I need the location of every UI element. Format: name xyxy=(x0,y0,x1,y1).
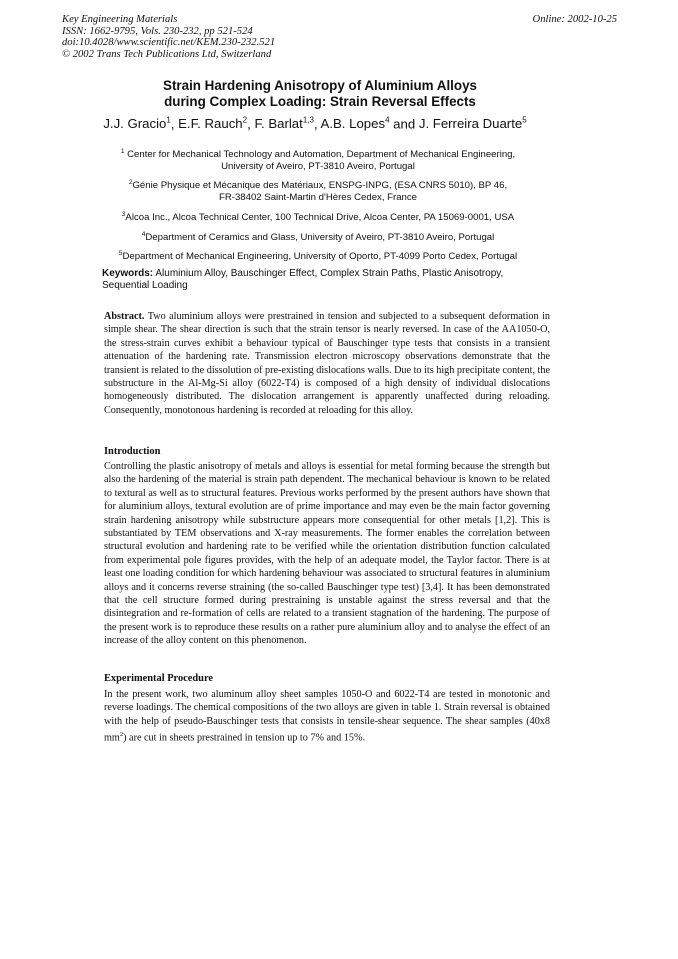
title-line-1: Strain Hardening Anisotropy of Aluminium Alloys xyxy=(163,78,477,93)
author: J. Ferreira Duarte$^5$ xyxy=(418,116,527,132)
author: E.F. Rauch$^2$ xyxy=(178,116,248,132)
issn-line: ISSN: 1662-9795, Vols. 230-232, pp 521-524 xyxy=(62,25,253,37)
keywords-text: Aluminium Alloy, Bauschinger Effect, Complex Strain Paths, Plastic Anisotropy, Sequential Loading xyxy=(102,268,504,291)
author: A.B. Lopes$^4$ xyxy=(320,116,390,132)
abstract xyxy=(104,310,550,417)
affiliation: $^5$Department of Mechanical Engineering, University of Oporto, PT-4099 Porto Cedex, Portugal xyxy=(118,250,518,263)
affiliation: $^4$Department of Ceramics and Glass, University of Aveiro, PT-3810 Aveiro, Portugal xyxy=(141,230,495,243)
author-list: J.J. Gracio$^1$, E.F. Rauch$^2$, F. Barlat$^{1,3}$, A.B. Lopes$^4$ and J. Ferreira Duarte$^5$ xyxy=(103,116,527,132)
experimental-heading: Experimental Procedure xyxy=(104,673,213,684)
author: J.J. Gracio$^1$ xyxy=(103,116,171,132)
journal-name: Key Engineering Materials xyxy=(62,14,178,25)
affiliation: $^2$Génie Physique et Mécanique des Matériaux, ENSPG-INPG, (ESA CNRS 5010), BP 46, FR-38402 Saint-Martin d'Hères Cedex, France xyxy=(128,179,508,204)
affiliation: $^3$Alcoa Inc., Alcoa Technical Center, 100 Technical Drive, Alcoa Center, PA 15069-0001, USA xyxy=(121,210,515,223)
abstract-text: Two aluminium alloys were prestrained in tension and subjected to a subsequent deformation in simple shear. The shear direction is such that the strain tensor is nearly reversed. In case of the AA1050-O, the stress-strain curves exhibit a behaviour typical of Bauschinger type tests that consists in a transient attenuation of the hardening rate. Transmission electron microscopy observations demonstrate that the transient is related to the dissolution of pre-existing dislocations walls. Due to its high precipitate content, the substructure in the Al-Mg-Si alloy (6022-T4) is composed of a high density of individual dislocations homogeneously distributed. The dislocation arrangement is apparently unaffected during reloading. Consequently, monotonous hardening is recorded at reloading for this alloy. xyxy=(104,311,550,416)
introduction-heading: Introduction xyxy=(104,446,161,457)
paper-title xyxy=(0,78,640,109)
online-date: Online: 2002-10-25 xyxy=(532,14,617,25)
copyright-line: © 2002 Trans Tech Publications Ltd, Switzerland xyxy=(62,48,272,60)
abstract-label: Abstract. xyxy=(104,311,145,322)
doi-line: doi:10.4028/www.scientific.net/KEM.230-232.521 xyxy=(62,37,276,49)
keywords-label: Keywords: xyxy=(102,268,154,279)
affiliation-list xyxy=(0,146,636,268)
affiliation: $^1$ Center for Mechanical Technology and Automation, Department of Mechanical Engineering, University of Aveiro, PT-3810 Aveiro, Portugal xyxy=(120,148,516,172)
journal-header xyxy=(62,14,617,60)
title-line-2: during Complex Loading: Strain Reversal Effects xyxy=(164,93,476,109)
author: F. Barlat$^{1,3}$ xyxy=(254,116,314,132)
experimental-text: In the present work, two aluminum alloy sheet samples 1050-O and 6022-T4 are tested in monotonic and reverse loadings. The chemical compositions of the two alloys are given in table 1. Strain reversal is obtained with the help of pseudo-Bauschinger tests that consists in tensile-shear sequence. The shear samples (40x8 $mm^2$) are cut in sheets prestrained in tension up to 7% and 15%. xyxy=(104,689,550,744)
keywords xyxy=(102,268,532,291)
introduction-text: Controlling the plastic anisotropy of metals and alloys is essential for metal forming because the strength but also the hardening of the material is strain path dependent. The mechanical behaviour is known to be related to textural as well as to structural features. Previous works performed by the present authors have shown that for aluminium alloys, textural evolution are of prime importance and may even be the main factor governing strain hardening anisotropy while substructure appears more consequential for other metals [1,2]. This is substantiated by TEM observations and X-ray measurements. The former enables the correlation between structural evolution and hardening rate to be verified while the orientation distribution function calculated from experimental pole figures provides, with the help of an adequate model, the Taylor factor. There is at least one loading condition for which hardening behaviour was associated to structural features in aluminium alloys and it concerns reverse straining (the so-called Bauschinger type test) [3,4]. It has been demonstrated that the cell structure formed during prestraining is unstable against the stress reversal and that the disintegration and re-formation of cells are related to a transient stagnation of the hardening. The purpose of the present work is to reproduce these results on a rather pure aluminium alloy and to analyse the effect of an increase of the alloy content on this phenomenon. xyxy=(104,461,550,647)
